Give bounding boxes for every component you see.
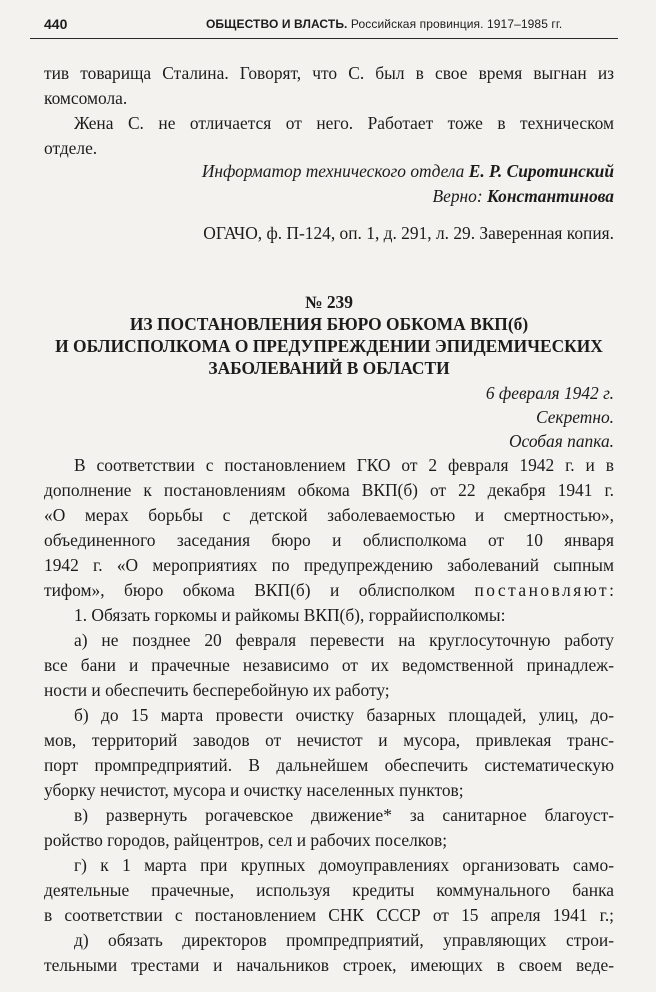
text-line: отделе. <box>44 138 98 158</box>
text-line: б) до 15 марта провести очистку базарных площадей, улиц, до- <box>74 705 614 725</box>
previous-document-ending <box>44 61 614 161</box>
running-title-bold: ОБЩЕСТВО И ВЛАСТЬ. <box>206 17 348 31</box>
text-line: в соответствии с постановлением СНК СССР от 15 апреля 1941 г.; <box>44 905 614 925</box>
secrecy-stamp: Секретно. <box>536 407 614 427</box>
source-line: ОГАЧО, ф. П-124, оп. 1, д. 291, л. 29. Заверенная копия. <box>203 223 614 243</box>
text-line: порт промпредприятий. В дальнейшем обеспечить систематическую <box>44 755 614 775</box>
text-line: тельными трестами и начальников строек, имеющих в своем веде- <box>44 955 614 975</box>
text-line: д) обязать директоров промпредприятий, управляющих строи- <box>74 930 614 950</box>
signature-verified <box>44 184 614 209</box>
text-line: деятельные прачечные, используя кредиты коммунального банка <box>44 880 614 900</box>
document-title-line: ЗАБОЛЕВАНИЙ В ОБЛАСТИ <box>208 358 450 378</box>
page-number: 440 <box>44 16 68 32</box>
text-line: объединенного заседания бюро и облисполкома от 10 января <box>44 530 614 550</box>
signature-role: Верно: <box>432 186 488 206</box>
decree-line <box>44 578 614 603</box>
text-line: в) развернуть рогачевское движение* за санитарное благоуст- <box>74 805 614 825</box>
signature-role: Информатор технического отдела <box>201 161 469 181</box>
text-line: 1942 г. «О мероприятиях по предупреждению заболеваний сыпным <box>44 555 614 575</box>
text-line: все бани и прачечные независимо от их ведомственной принадлеж- <box>44 655 614 675</box>
signature-name: Е. Р. Сиротинский <box>468 161 614 181</box>
text-line: уборку нечистот, мусора и очистку населенных пунктов; <box>44 780 464 800</box>
running-title <box>206 17 562 31</box>
document-heading <box>44 291 614 379</box>
text-line: дополнение к постановлениям обкома ВКП(б) от 22 декабря 1941 г. <box>44 480 614 500</box>
text-line: ройство городов, райцентров, сел и рабочих поселков; <box>44 830 448 850</box>
document-body <box>44 453 614 978</box>
document-title-line: И ОБЛИСПОЛКОМА О ПРЕДУПРЕЖДЕНИИ ЭПИДЕМИЧЕСКИХ <box>55 336 603 356</box>
text-line: «О мерах борьбы с детской заболеваемостью и смертностью», <box>44 505 614 525</box>
document-dateline <box>44 381 614 453</box>
running-title-rest: Российская провинция. 1917–1985 гг. <box>347 17 563 31</box>
text-line: мов, территорий заводов от нечистот и мусора, привлекая транс- <box>44 730 614 750</box>
signature-block <box>44 159 614 209</box>
text-line: тив товарища Сталина. Говорят, что С. был в свое время выгнан из <box>44 63 614 83</box>
special-folder-stamp: Особая папка. <box>508 431 614 451</box>
text-line: Жена С. не отличается от него. Работает тоже в техническом <box>74 113 614 133</box>
running-header <box>30 14 618 39</box>
decree-word: постановляют <box>474 580 610 600</box>
text-line: комсомола. <box>44 88 128 108</box>
signature-name: Константинова <box>487 186 614 206</box>
document-number: № 239 <box>305 292 353 312</box>
text-line: 1. Обязать горкомы и райкомы ВКП(б), горрайисполкомы: <box>74 605 506 625</box>
signature-informer <box>44 159 614 184</box>
document-title-line: ИЗ ПОСТАНОВЛЕНИЯ БЮРО ОБКОМА ВКП(б) <box>129 314 529 334</box>
text-line: В соответствии с постановлением ГКО от 2 февраля 1942 г. и в <box>74 455 614 475</box>
text-line: ности и обеспечить бесперебойную их работу; <box>44 680 390 700</box>
decree-suffix: : <box>609 580 614 600</box>
archive-source <box>44 221 614 246</box>
text-line: а) не позднее 20 февраля перевести на круглосуточную работу <box>74 630 614 650</box>
decree-prefix: тифом», бюро обкома ВКП(б) и облисполком <box>44 580 475 600</box>
document-date: 6 февраля 1942 г. <box>485 383 614 403</box>
text-line: г) к 1 марта при крупных домоуправлениях организовать само- <box>74 855 614 875</box>
